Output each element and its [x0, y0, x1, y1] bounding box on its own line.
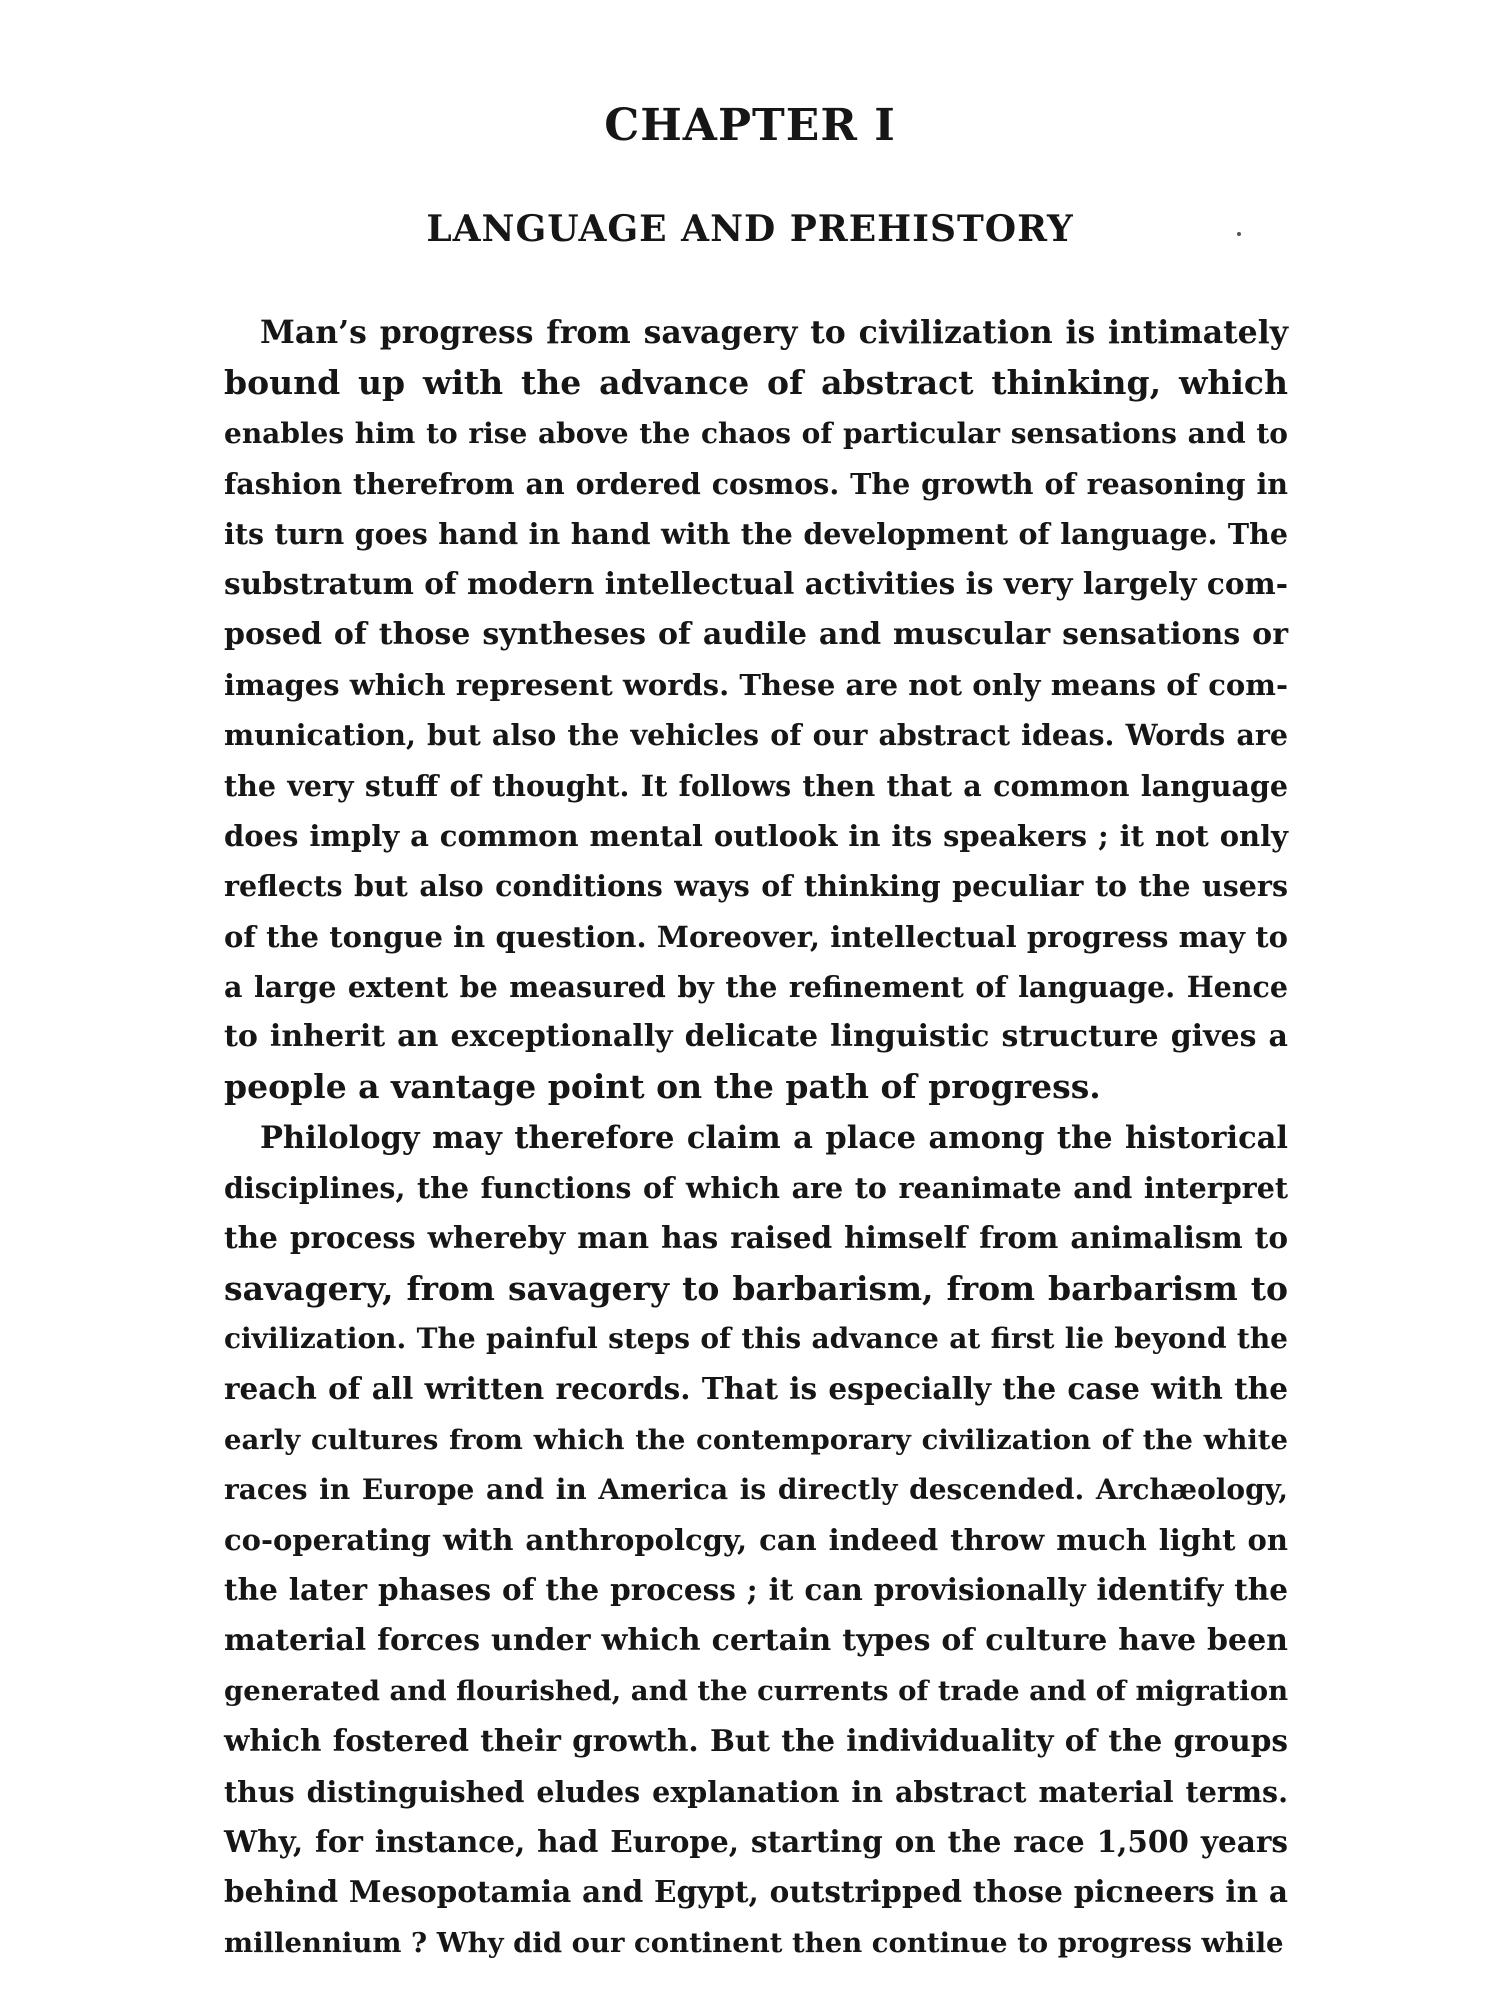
- text-line: the very stuff of thought. It follows then that a common language: [224, 768, 1288, 803]
- chapter-number: CHAPTER I: [604, 100, 896, 151]
- text-line: generated and flourished, and the currents of trade and of migration: [224, 1675, 1289, 1708]
- chapter-body: [224, 308, 1288, 1968]
- text-line: bound up with the advance of abstract thinking, which: [224, 363, 1288, 403]
- text-line: people a vantage point on the path of progress.: [224, 1067, 1101, 1107]
- text-line: the later phases of the process ; it can provisionally identify the: [224, 1572, 1288, 1608]
- text-line: to inherit an exceptionally delicate linguistic structure gives a: [224, 1019, 1288, 1055]
- text-line: fashion therefrom an ordered cosmos. The growth of reasoning in: [224, 466, 1288, 501]
- ink-speck: [1237, 232, 1241, 236]
- text-line: savagery, from savagery to barbarism, from barbarism to: [224, 1268, 1288, 1308]
- text-line: Philology may therefore claim a place among the historical: [260, 1119, 1288, 1156]
- text-line: which fostered their growth. But the individuality of the groups: [224, 1723, 1288, 1759]
- text-line: a large extent be measured by the refinement of language. Hence: [224, 969, 1288, 1004]
- text-line: posed of those syntheses of audile and muscular sensations or: [224, 616, 1288, 652]
- text-line: munication, but also the vehicles of our abstract ideas. Words are: [224, 718, 1288, 753]
- text-line: disciplines, the functions of which are to reanimate and interpret: [224, 1171, 1288, 1206]
- text-line: material forces under which certain types of culture have been: [224, 1622, 1288, 1658]
- text-line: Man’s progress from savagery to civilization is intimately: [260, 314, 1288, 351]
- text-line: its turn goes hand in hand with the development of language. The: [224, 517, 1288, 552]
- text-line: Why, for instance, had Europe, starting on the race 1,500 years: [224, 1823, 1288, 1859]
- text-line: substratum of modern intellectual activities is very largely com-: [224, 566, 1288, 602]
- paragraph: [224, 1113, 1288, 1968]
- text-line: the process whereby man has raised himself from animalism to: [224, 1220, 1288, 1256]
- text-line: co-operating with anthropolcgy, can indeed throw much light on: [224, 1523, 1288, 1558]
- text-line: of the tongue in question. Moreover, intellectual progress may to: [224, 919, 1288, 954]
- text-line: does imply a common mental outlook in its speakers ; it not only: [224, 818, 1288, 853]
- text-line: civilization. The painful steps of this advance at first lie beyond the: [224, 1321, 1288, 1355]
- text-line: thus distinguished eludes explanation in abstract material terms.: [224, 1774, 1288, 1809]
- chapter-title: LANGUAGE AND PREHISTORY: [426, 208, 1074, 250]
- text-line: reach of all written records. That is especially the case with the: [224, 1371, 1288, 1407]
- text-line: early cultures from which the contemporary civilization of the white: [224, 1423, 1288, 1456]
- text-line: races in Europe and in America is directly descended. Archæology,: [224, 1472, 1288, 1506]
- text-line: millennium ? Why did our continent then continue to progress while: [224, 1926, 1284, 1959]
- text-line: images which represent words. These are not only means of com-: [224, 668, 1288, 703]
- text-line: reflects but also conditions ways of thinking peculiar to the users: [224, 869, 1288, 904]
- text-line: enables him to rise above the chaos of particular sensations and to: [224, 416, 1288, 450]
- paragraph: [224, 308, 1288, 1113]
- text-line: behind Mesopotamia and Egypt, outstripped those picneers in a: [224, 1874, 1288, 1910]
